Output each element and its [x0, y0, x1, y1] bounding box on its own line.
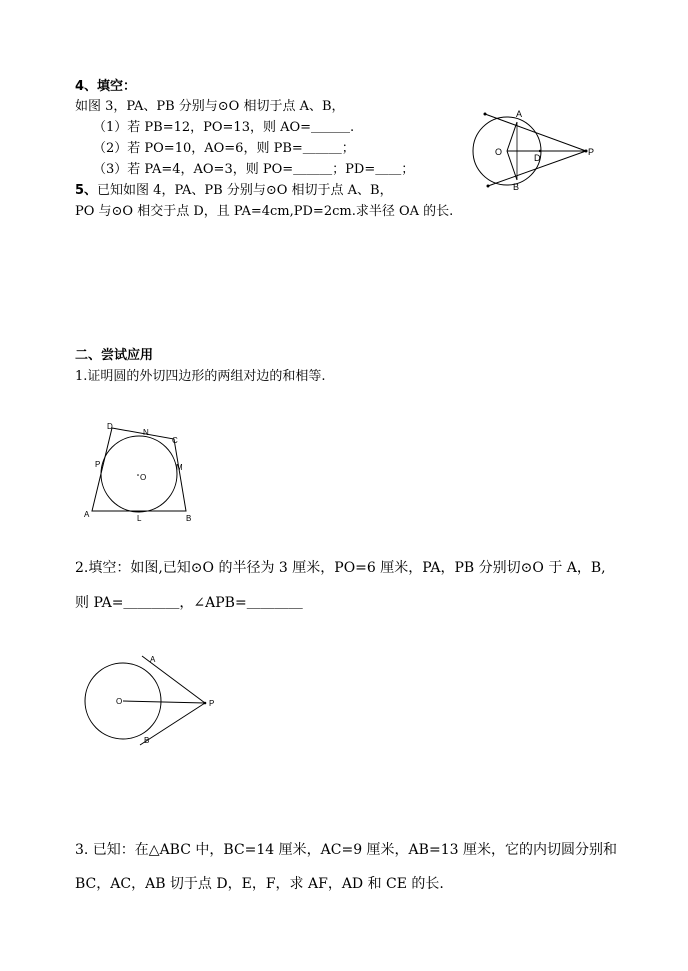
quad-label-o: O	[140, 473, 147, 482]
question-5-line-2: PO 与⊙O 相交于点 D，且 PA=4cm,PD=2cm.求半径 OA 的长.	[75, 204, 454, 219]
quad-label-m: M	[176, 463, 183, 472]
fig3-label-p: P	[588, 147, 595, 157]
quad-label-a: A	[84, 510, 90, 519]
circumscribed-quadrilateral-figure	[80, 418, 200, 528]
problem-1-text: 1.证明圆的外切四边形的两组对边的和相等.	[75, 369, 326, 384]
quad-label-l: L	[137, 514, 142, 523]
fig2-label-o: O	[116, 697, 123, 706]
problem-3-line-1: 3. 已知：在△ABC 中，BC=14 厘米，AC=9 厘米，AB=13 厘米，它的内切圆分别和	[75, 842, 617, 858]
problem-2-line-1: 2.填空：如图,已知⊙O 的半径为 3 厘米，PO=6 厘米，PA，PB 分别切⊙O 于 A，B,	[75, 560, 606, 576]
problem-3-line-2: BC，AC，AB 切于点 D，E，F，求 AF，AD 和 CE 的长.	[75, 876, 444, 892]
fig2-label-b: B	[144, 736, 150, 745]
fig3-label-b: B	[513, 182, 520, 192]
question-5-line-1: 5、已知如图 4，PA、PB 分别与⊙O 相切于点 A、B，	[75, 183, 393, 198]
figure-3-tangent-diagram	[465, 104, 605, 194]
fig3-label-o: O	[495, 147, 503, 157]
fig3-label-d: D	[534, 153, 541, 163]
question-4-part-3: （3）若 PA=4，AO=3，则 PO=＿＿＿；PD=＿＿；	[93, 162, 415, 177]
problem-2-tangent-figure	[80, 650, 230, 750]
section-2-heading: 二、尝试应用	[75, 348, 154, 363]
question-4-intro: 如图 3，PA、PB 分别与⊙O 相切于点 A、B，	[75, 99, 345, 114]
question-4-part-2: （2）若 PO=10，AO=6，则 PB=＿＿＿；	[93, 141, 355, 156]
fig3-label-a: A	[516, 109, 523, 119]
quad-label-d: D	[107, 422, 113, 431]
quad-label-p: P	[95, 460, 101, 469]
quad-label-n: N	[143, 428, 149, 437]
problem-2-line-2: 则 PA=＿＿＿＿，∠APB=＿＿＿＿	[75, 595, 303, 611]
fig2-label-a: A	[150, 655, 156, 664]
quad-label-b: B	[186, 514, 192, 523]
question-4-part-1: （1）若 PB=12，PO=13，则 AO=＿＿＿.	[93, 120, 355, 135]
quad-label-c: C	[172, 436, 178, 445]
fig2-label-p: P	[209, 699, 215, 708]
question-4-heading: 4、填空：	[75, 79, 137, 94]
